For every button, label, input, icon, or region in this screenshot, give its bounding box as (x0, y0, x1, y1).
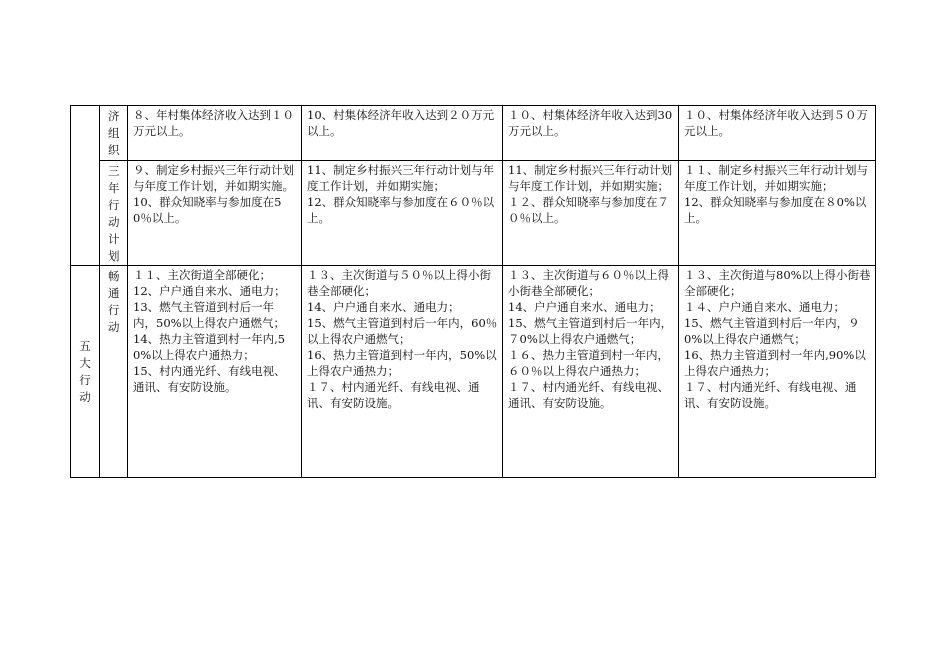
cell-item: 15、燃气主管道到村后一年内，７0%以上得农户通燃气； (508, 316, 673, 346)
table-cell (128, 161, 302, 266)
row-label-cell (100, 266, 128, 478)
cell-item: 12、群众知晓率与参加度在８0%以上。 (684, 195, 867, 225)
cell-item: １６、热力主管道到村一年内，６０％以上得农户通热力； (508, 348, 669, 378)
cell-item: 11、制定乡村振兴三年行动计划与年度工作计划，并如期实施； (307, 163, 495, 193)
table-cell (302, 161, 503, 266)
table-row (71, 161, 876, 266)
cell-item: ８、年村集体经济收入达到１０万元以上。 (133, 108, 294, 138)
cell-item: ９、制定乡村振兴三年行动计划与年度工作计划，并如期实施。 (133, 163, 294, 193)
cell-item: １３、主次街道与６０％以上得小街巷全部硬化； (508, 268, 669, 298)
cell-item: １１、制定乡村振兴三年行动计划与年度工作计划，并如期实施； (684, 163, 868, 193)
cell-item: 12、群众知晓率与参加度在６０％以上。 (307, 195, 495, 225)
group-label: 五大行动 (79, 338, 91, 404)
cell-item: 13、燃气主管道到村后一年内，50%以上得农户通燃气； (133, 300, 286, 330)
table-cell (503, 106, 679, 161)
row-label-cell (100, 161, 128, 266)
cell-item: 14、热力主管道到村一年内,50%以上得农户通热力； (133, 332, 286, 362)
table-row (71, 266, 876, 478)
table-cell (679, 106, 876, 161)
cell-item: 16、热力主管道到村一年内,90%以上得农户通热力； (684, 348, 866, 378)
cell-item: 14、户户通自来水、通电力； (508, 300, 661, 314)
table-cell (302, 266, 503, 478)
cell-item: 12、户户通自来水、通电力； (133, 284, 286, 298)
table-cell (679, 266, 876, 478)
cell-item: １７、村内通光纤、有线电视、通讯、有安防设施。 (684, 380, 857, 410)
cell-item: １７、村内通光纤、有线电视、通讯、有安防设施。 (307, 380, 480, 410)
table-cell (128, 106, 302, 161)
cell-item: 15、村内通光纤、有线电视、通讯、有安防设施。 (133, 364, 286, 394)
cell-item: １１、主次街道全部硬化； (133, 268, 271, 282)
cell-item: １０、村集体经济年收入达到５０万元以上。 (684, 108, 868, 138)
row-label-cell (100, 106, 128, 161)
cell-item: １７、村内通光纤、有线电视、通讯、有安防设施。 (508, 380, 669, 410)
plan-table (70, 105, 876, 478)
table-cell (503, 266, 679, 478)
table-cell (503, 161, 679, 266)
row-label: 三年行动计划 (108, 164, 120, 263)
cell-item: 15、燃气主管道到村后一年内，60％以上得农户通燃气； (307, 316, 498, 346)
cell-item: 10、村集体经济年收入达到２０万元以上。 (307, 108, 495, 138)
row-label: 济组织 (108, 109, 120, 157)
cell-item: １０、村集体经济年收入达到30万元以上。 (508, 108, 673, 138)
cell-item: １３、主次街道与80%以上得小街巷全部硬化； (684, 268, 871, 298)
group-cell-empty (71, 106, 100, 266)
cell-item: １２、群众知晓率与参加度在７０％以上。 (508, 195, 669, 225)
cell-item: 14、户户通自来水、通电力； (307, 300, 460, 314)
cell-item: 10、群众知晓率与参加度在50％以上。 (133, 195, 282, 225)
table-cell (679, 161, 876, 266)
cell-item: 15、燃气主管道到村后一年内，９0%以上得农户通燃气； (684, 316, 860, 346)
table-cell (128, 266, 302, 478)
table-cell (302, 106, 503, 161)
cell-item: １４、户户通自来水、通电力； (684, 300, 845, 314)
group-label-cell (71, 266, 100, 478)
row-label: 畅通行动 (108, 269, 120, 334)
table-row (71, 106, 876, 161)
cell-item: 11、制定乡村振兴三年行动计划与年度工作计划，并如期实施； (508, 163, 673, 193)
cell-item: 16、热力主管道到村一年内，50%以上得农户通热力； (307, 348, 497, 378)
cell-item: １３、主次街道与５０％以上得小街巷全部硬化； (307, 268, 491, 298)
